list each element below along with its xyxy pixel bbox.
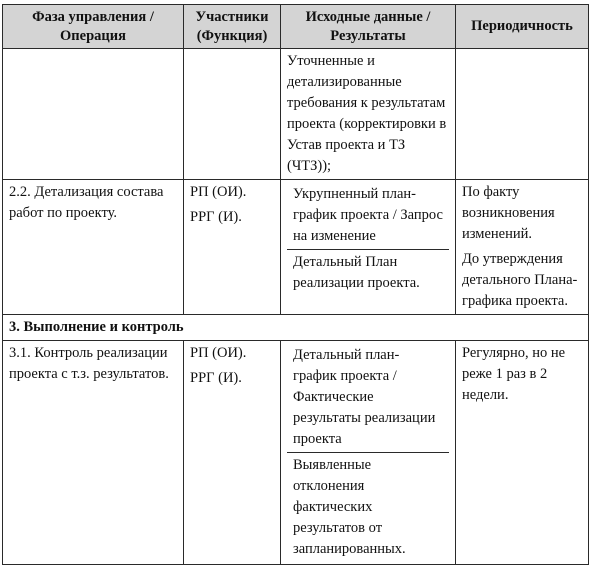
cell-operation-3-1 — [3, 341, 184, 565]
data-2-2-input: Укрупненный план-график проекта / Запрос на изменение — [293, 186, 443, 244]
results-continued-text: Уточненные и детализированные требования к результатам проекта (корректировки в Устав проекта и ТЗ (ЧТЗ)); — [287, 53, 447, 174]
table-header-row — [3, 5, 589, 49]
cell-results-continued — [281, 49, 456, 180]
cell-participants-2-2 — [184, 180, 281, 315]
participant-rrg: РРГ (И). — [190, 209, 242, 225]
operation-3-1-text: 3.1. Контроль реализации проекта с т.з. результатов. — [9, 345, 169, 382]
header-participants: Участники (Функция) — [184, 5, 281, 49]
participant-rp: РП (ОИ). — [190, 345, 247, 361]
participant-rp: РП (ОИ). — [190, 184, 247, 200]
periodicity-2-2-first: По факту возникновения изменений. — [462, 184, 555, 242]
table-row-2-2 — [3, 180, 589, 315]
cell-participants-empty — [184, 49, 281, 180]
data-3-1-input: Детальный план-график проекта / Фактические результаты реализации проекта — [293, 347, 436, 447]
cell-operation-empty — [3, 49, 184, 180]
participant-rrg: РРГ (И). — [190, 370, 242, 386]
table-row-3-1 — [3, 341, 589, 565]
header-periodicity: Периодичность — [456, 5, 589, 49]
cell-data-3-1 — [281, 341, 456, 565]
cell-data-2-2 — [281, 180, 456, 315]
operation-2-2-text: 2.2. Детализация состава работ по проекту. — [9, 184, 164, 221]
section-heading-3: 3. Выполнение и контроль — [3, 315, 589, 341]
cell-periodicity-empty — [456, 49, 589, 180]
cell-periodicity-3-1 — [456, 341, 589, 565]
cell-periodicity-2-2 — [456, 180, 589, 315]
table-section-row — [3, 315, 589, 341]
header-phase-operation: Фаза управления / Операция — [3, 5, 184, 49]
project-management-table — [2, 4, 589, 565]
periodicity-3-1-text: Регулярно, но не реже 1 раз в 2 недели. — [462, 345, 566, 403]
cell-participants-3-1 — [184, 341, 281, 565]
data-3-1-result: Выявленные отклонения фактических результатов от запланированных. — [287, 452, 449, 562]
table-row-continued — [3, 49, 589, 180]
data-2-2-result: Детальный План реализации проекта. — [287, 249, 449, 296]
cell-operation-2-2 — [3, 180, 184, 315]
header-input-results: Исходные данные / Результаты — [281, 5, 456, 49]
periodicity-2-2-second: До утверждения детального Плана-графика проекта. — [462, 251, 578, 309]
